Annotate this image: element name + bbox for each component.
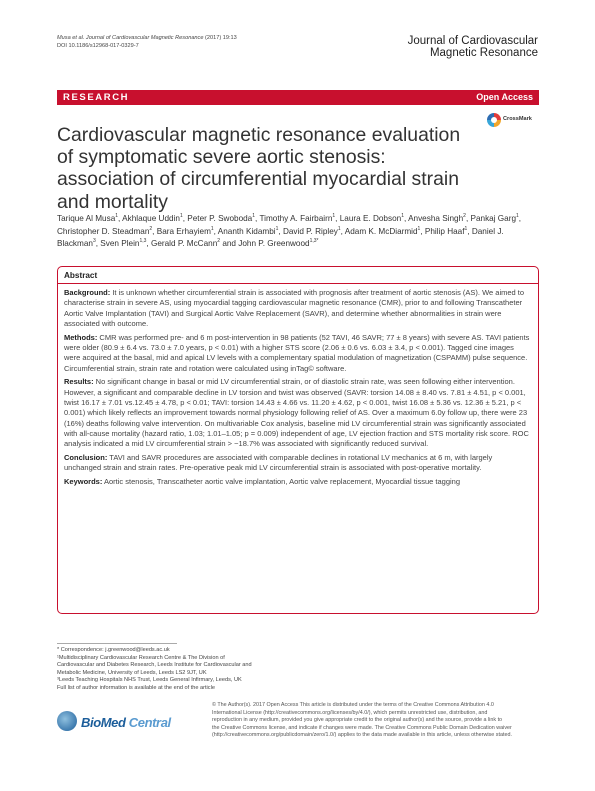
- affiliation-line: ³Leeds Teaching Hospitals NHS Trust, Leeds General Infirmary, Leeds, UK: [57, 677, 242, 683]
- author-affiliation: 1: [516, 213, 519, 219]
- publisher-logo: [57, 709, 177, 735]
- footnotes: [57, 647, 307, 692]
- author-affiliation: 2: [217, 238, 221, 245]
- crossmark-icon: [487, 113, 501, 127]
- abstract-divider: [58, 283, 538, 284]
- author-name: Tarique Al Musa: [57, 214, 116, 223]
- author-affiliation: 1: [337, 225, 341, 232]
- running-header: [57, 34, 237, 50]
- author-list: Tarique Al Musa$^1$, Akhlaque Uddin$^1$, Peter P. Swoboda$^1$, Timothy A. Fairbairn$^1$, Laura E. Dobson$^1$, Anvesha Singh$^2$, Pankaj Garg$^1$, Christopher D. Steadman$^2$, Bara Erhayiem$^1$, Ananth Kidambi$^1$, David P. Ripley$^1$, Adam K. McDiarmid$^1$, Philip Haaf$^1$, Daniel J. Blackman$^3$, Sven Plein$^{1,3}$, Gerald P. McCann$^2$ and John P. Greenwood$^{1,3*}$: [57, 213, 522, 249]
- author-affiliation: 1: [115, 213, 119, 219]
- author-affiliation: 1,3*: [309, 238, 319, 245]
- abstract-background: Background: It is unknown whether circumferential strain is associated with prognosis after treatment of aortic stenosis (AS). We aimed to characterise strain in severe AS, using myocardial tagging cardiovascular magnetic resonance (CMR), prior to and following Transcatheter Aortic Valve Implantation (TAVI) and Surgical Aortic Valve Replacement (SAVR), and determine whether abnormalities in strain were associated with outcome.: [64, 288, 525, 328]
- author-name: David P. Ripley: [282, 226, 338, 236]
- author-name: Ananth Kidambi: [217, 226, 276, 236]
- citation-journal: Musa et al. Journal of Cardiovascular Magnetic Resonance: [57, 35, 204, 41]
- abstract-keywords: Keywords: Aortic stenosis, Transcatheter aortic valve implantation, Aortic valve replacement, Myocardial tissue tagging: [64, 477, 461, 487]
- affiliation-line: Cardiovascular and Diabetes Research, Leeds Institute for Cardiovascular and: [57, 662, 252, 668]
- crossmark-label: CrossMark: [503, 116, 532, 122]
- author-affiliation: 1: [179, 213, 183, 219]
- license-text: © The Author(s). 2017 Open Access This article is distributed under the terms of the Creative Commons Attribution 4.0 International License (http://creativecommons.org/licenses/by/4.0/), which permits unrestricted use, distribution, and reproduction in any medium, provided you give appropriate credit to the original author(s) and the source, provide a link to the Creative Commons license, and indicate if changes were made. The Creative Commons Public Domain Dedication waiver (http://creativecommons.org/publicdomain/zero/1.0/) applies to the data made available in this article, unless otherwise stated.: [212, 702, 512, 739]
- biomed-central-icon: [57, 711, 77, 731]
- author-affiliation: 1: [210, 225, 214, 232]
- abstract-box: [57, 266, 539, 614]
- journal-logo: [408, 35, 538, 59]
- author-name: Sven Plein: [100, 239, 140, 249]
- doi[interactable]: DOI 10.1186/s12968-017-0329-7: [57, 43, 139, 49]
- author-affiliation: 1: [332, 213, 336, 219]
- author-affiliation: 1: [417, 225, 421, 232]
- journal-name-line2: Magnetic Resonance: [429, 47, 538, 59]
- author-name: Christopher D. Steadman: [57, 226, 150, 236]
- author-name: Anvesha Singh: [408, 214, 464, 223]
- author-name: Bara Erhayiem: [156, 226, 211, 236]
- article-type-banner: [57, 90, 539, 105]
- author-name: Adam K. McDiarmid: [344, 226, 418, 236]
- author-name: Pankaj Garg: [470, 214, 517, 223]
- footnote-divider: [57, 643, 177, 644]
- publisher-name: BioMed Central: [81, 715, 171, 730]
- crossmark-badge[interactable]: [487, 113, 543, 135]
- journal-name-line1: Journal of Cardiovascular: [407, 35, 538, 47]
- author-name: Daniel J. Blackman: [57, 226, 504, 249]
- abstract-results: Results: No significant change in basal or mid LV circumferential strain, or of diastolic strain rate, was seen following either intervention. However, a significant and comparable decline in LV torsion and twist was observed (SAVR: torsion 14.08 ± 8.40 vs. 7.81 ± 4.51, p < 0.001, twist 16.17 ± 7.01 vs.12.45 ± 4.78, p < 0.01; TAVI: torsion 14.43 ± 4.66 vs. 11.20 ± 4.62, p < 0.001, twist 16.08 ± 5.36 vs. 12.36 ± 5.21, p < 0.001) which likely reflects an improvement towards normal physiology following relief of AS. Over a maximum 6.0y follow up, there were 23 (16%) deaths following valve intervention. On multivariable Cox analysis, baseline mid LV circumferential strain was significantly associated with all-cause mortality (hazard ratio, 1.03; 1.01–1.05; p = 0.009) independent of age, LV ejection fraction and STS mortality risk score. ROC analysis indicated a mid LV circumferential strain > −18.7% was associated with significantly reduced survival.: [64, 377, 529, 449]
- affiliation-line: Metabolic Medicine, University of Leeds, Leeds LS2 9JT, UK: [57, 669, 207, 676]
- author-affiliation: 1: [275, 225, 279, 232]
- author-affiliation: 2: [463, 213, 466, 219]
- abstract-methods: Methods: CMR was performed pre- and 6 m post-intervention in 98 patients (52 TAVI, 46 SAVR; 77 ± 8 years) with severe AS. TAVI patients were older (80.9 ± 6.4 vs. 73.0 ± 7.0 years, p < 0.01) with a higher STS score (2.06 ± 0.6 vs. 6.03 ± 3.4, p < 0.001). Tagged cine images were acquired at the basal, mid and apical LV levels with a complementary spatial modulation of magnetization (CSPAMM) pulse sequence. Circumferential strain, strain rate and rotation were calculated using inTag© software.: [64, 332, 530, 373]
- article-type: RESEARCH: [63, 92, 130, 103]
- author-affiliation: 2: [149, 225, 153, 232]
- author-name: Philip Haaf: [424, 226, 465, 236]
- abstract-heading: Abstract: [64, 271, 98, 280]
- abstract-conclusion: Conclusion: TAVI and SAVR procedures are associated with comparable declines in rotational LV mechanics at 6 m, with largely unchanged strain and strain rates. Pre-operative peak mid LV circumferential strain is associated with post-operative mortality.: [64, 452, 493, 473]
- correspondence[interactable]: * Correspondence: j.greenwood@leeds.ac.uk: [57, 647, 170, 653]
- article-title: Cardiovascular magnetic resonance evaluation of symptomatic severe aortic stenosis: association of circumferential myocardial strain and mortality: [57, 124, 461, 213]
- abstract-body: [64, 288, 530, 491]
- author-info-note: Full list of author information is available at the end of the article: [57, 684, 215, 691]
- author-affiliation: 1: [401, 213, 404, 219]
- affiliation-line: ¹Multidisciplinary Cardiovascular Research Centre & The Division of: [57, 654, 225, 661]
- author-name: Laura E. Dobson: [339, 214, 402, 223]
- author-name: Gerald P. McCann: [150, 239, 218, 249]
- open-access-label: Open Access: [476, 92, 533, 102]
- author-name: Peter P. Swoboda: [187, 214, 253, 223]
- author-affiliation: 1: [252, 213, 256, 219]
- author-affiliation: 1: [464, 225, 468, 232]
- author-name: Akhlaque Uddin: [122, 214, 180, 223]
- author-affiliation: 1,3: [139, 238, 147, 245]
- citation-volume: (2017) 19:13: [203, 35, 237, 41]
- author-affiliation: 3: [92, 238, 96, 245]
- author-name: Timothy A. Fairbairn: [259, 214, 333, 223]
- author-name: John P. Greenwood: [238, 239, 310, 249]
